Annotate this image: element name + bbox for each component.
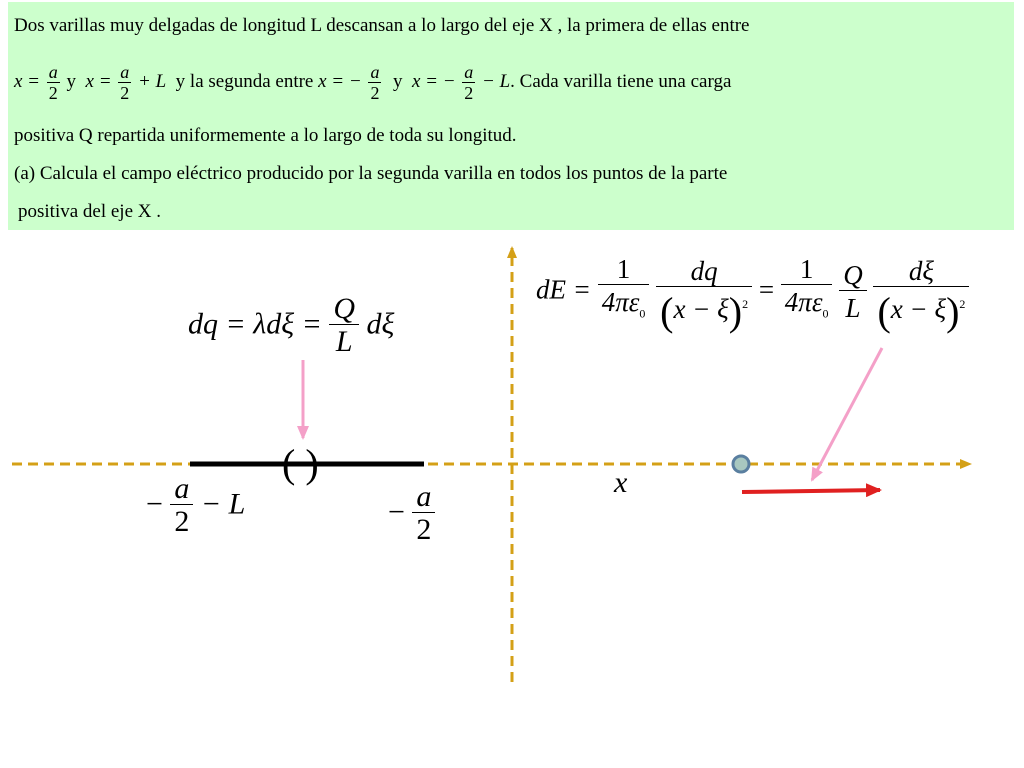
field-arrow: [742, 490, 880, 492]
segunda-text: y la segunda entre: [175, 71, 314, 92]
x-axis-label: x: [614, 466, 628, 499]
cada-text: . Cada varilla tiene una carga: [510, 71, 732, 92]
dq-frac-den: L: [329, 324, 359, 359]
dq-frac: [329, 294, 359, 359]
problem-line-1: Dos varillas muy delgadas de longitud L descansan a lo largo del eje X , la primera de ellas entre: [14, 15, 750, 36]
dq-equation: [188, 294, 394, 359]
dE-frac-1: $\frac{1}{4\pi\varepsilon_0}$: [598, 254, 650, 330]
observation-point: [733, 456, 749, 472]
problem-line-4: (a) Calcula el campo eléctrico producido por la segunda varilla en todos los puntos de la parte: [14, 163, 728, 184]
dq-frac-num: Q: [333, 292, 355, 325]
right-end-label: − $\frac{a}{2}$: [388, 482, 435, 547]
pointer-arrow-dE: [812, 348, 882, 480]
plus-L: + L: [138, 71, 167, 92]
frac-a-over-2-2: $\frac{a}{2}$: [120, 62, 130, 104]
element-parens: ( ): [282, 441, 319, 486]
dE-lhs: dE =: [536, 274, 591, 305]
conj-y-1: y: [66, 71, 77, 92]
frac-a-over-2-3: $\frac{a}{2}$: [370, 62, 380, 104]
x-equals-3: x = −: [318, 71, 362, 92]
dE-frac-3: $\frac{1}{4\pi\varepsilon_0}$: [781, 254, 833, 330]
frac-a-over-2-1: $\frac{a}{2}$: [48, 62, 58, 104]
dE-frac-5: $\frac{d\xi}{(x - \xi)^2}$: [873, 256, 969, 329]
dE-equation: [536, 254, 969, 334]
x-equals-2: x =: [85, 71, 112, 92]
x-equals-4: x = −: [411, 71, 456, 92]
left-end-label: − $\frac{a}{2}$ − L: [146, 472, 246, 538]
x-equals-1: x =: [14, 71, 41, 92]
dE-frac-2: $\frac{dq}{(x - \xi)^2}$: [656, 256, 752, 329]
dq-lhs: dq = λdξ =: [188, 307, 322, 341]
problem-line-3: positiva Q repartida uniformemente a lo largo de toda su longitud.: [14, 125, 517, 146]
dE-frac-4: $\frac{Q}{L}$: [839, 260, 867, 325]
problem-line-5: positiva del eje X .: [18, 201, 161, 222]
dE-equals: =: [758, 274, 775, 305]
frac-a-over-2-4: $\frac{a}{2}$: [464, 62, 474, 104]
minus-L: − L: [482, 71, 511, 92]
conj-y-2: y: [392, 71, 403, 92]
dq-rhs: dξ: [366, 307, 395, 341]
